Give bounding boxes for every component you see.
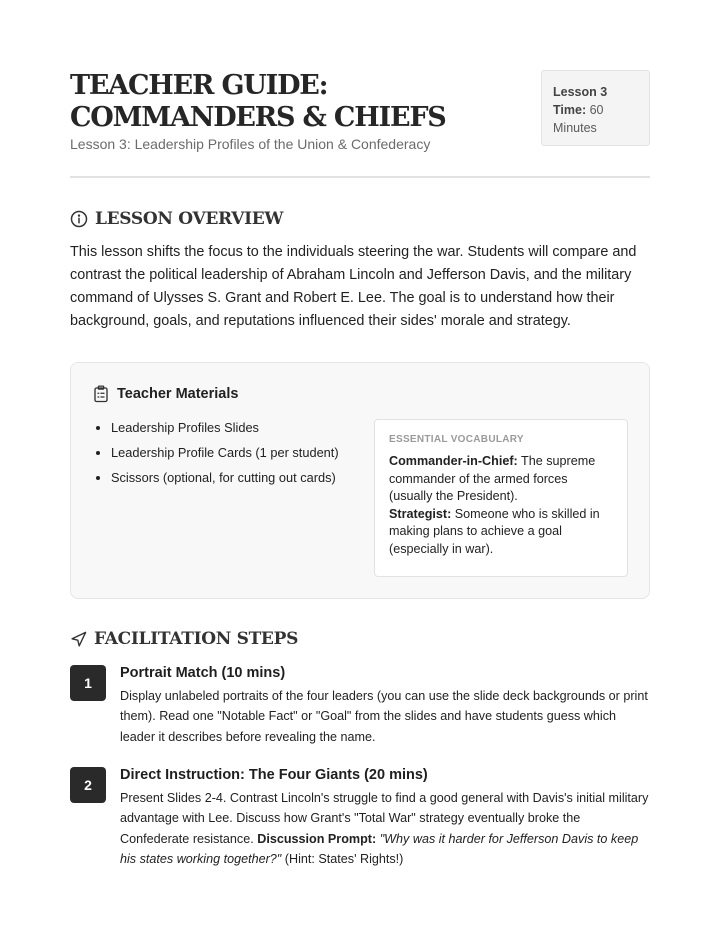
vocab-term: [389, 506, 613, 559]
time-label: Time:: [553, 103, 587, 117]
step-number: 2: [70, 767, 106, 803]
overview-text: This lesson shifts the focus to the individuals steering the war. Students will compare and contrast the political leadership of Abraham Lincoln and Jefferson Davis, and the military command of Ulysses S. Grant and Robert E. Lee. The goal is to understand how their background, goals, and reputations influenced their sides' morale and strategy.: [70, 244, 637, 329]
materials-heading-text: Teacher Materials: [117, 386, 239, 402]
step-body: Display unlabeled portraits of the four leaders (you can use the slide deck backgrounds or print them). Read one "Notable Fact" or "Goal" from the slides and have students guess which leader it describes before revealing the name.: [120, 689, 648, 744]
materials-list: [111, 419, 361, 494]
vocabulary-heading: ESSENTIAL VOCABULARY: [389, 434, 524, 445]
discussion-prompt-text: "Why was it harder for Jefferson Davis to keep his states working together?": [120, 831, 639, 866]
materials-heading: [93, 385, 238, 403]
vocab-term-definition: The supreme commander of the armed forces (usually the President).: [389, 454, 596, 504]
facilitation-heading-text: FACILITATION STEPS: [94, 629, 299, 649]
facilitation-heading: [70, 627, 298, 651]
vocab-term-name: Strategist:: [389, 506, 452, 521]
step-title: Portrait Match (10 mins): [120, 665, 286, 681]
list-item: • Leadership Profiles Slides: [111, 419, 361, 444]
lesson-label: Lesson 3: [553, 85, 608, 99]
time-value: 60 Minutes: [553, 103, 604, 135]
vocab-term-name: Commander-in-Chief:: [389, 454, 518, 468]
discussion-prompt-label: Discussion Prompt:: [257, 831, 377, 846]
page-title: TEACHER GUIDE: COMMANDERS & CHIEFS: [70, 70, 446, 133]
vocab-term-definition: Someone who is skilled in making plans to achieve a goal (especially in war).: [389, 506, 600, 556]
overview-heading: [70, 207, 283, 231]
discussion-hint: (Hint: States' Rights!): [284, 851, 404, 866]
vocabulary-box: [374, 419, 628, 577]
clipboard-icon: [93, 385, 109, 403]
teacher-materials-card: [70, 362, 650, 599]
lesson-info-box: [541, 70, 650, 146]
step-body-text: Present Slides 2-4. Contrast Lincoln's struggle to find a good general with Davis's initial military advantage with Lee. Discuss how Grant's "Total War" strategy eventually broke the Confederate resistance.: [120, 791, 649, 846]
step-title: Direct Instruction: The Four Giants (20 mins): [120, 767, 428, 783]
navigation-arrow-icon: [70, 631, 87, 648]
list-item: • Leadership Profile Cards (1 per student): [111, 444, 361, 469]
overview-heading-text: LESSON OVERVIEW: [95, 209, 284, 229]
vocab-term: [389, 453, 613, 506]
step-number: 1: [70, 665, 106, 701]
page-header: [70, 70, 650, 178]
lesson-time: [553, 101, 638, 137]
info-icon: [70, 210, 88, 228]
list-item: • Scissors (optional, for cutting out cards): [111, 469, 361, 494]
step-body: [120, 788, 652, 869]
page-subtitle: Lesson 3: Leadership Profiles of the Union & Confederacy: [70, 136, 431, 152]
